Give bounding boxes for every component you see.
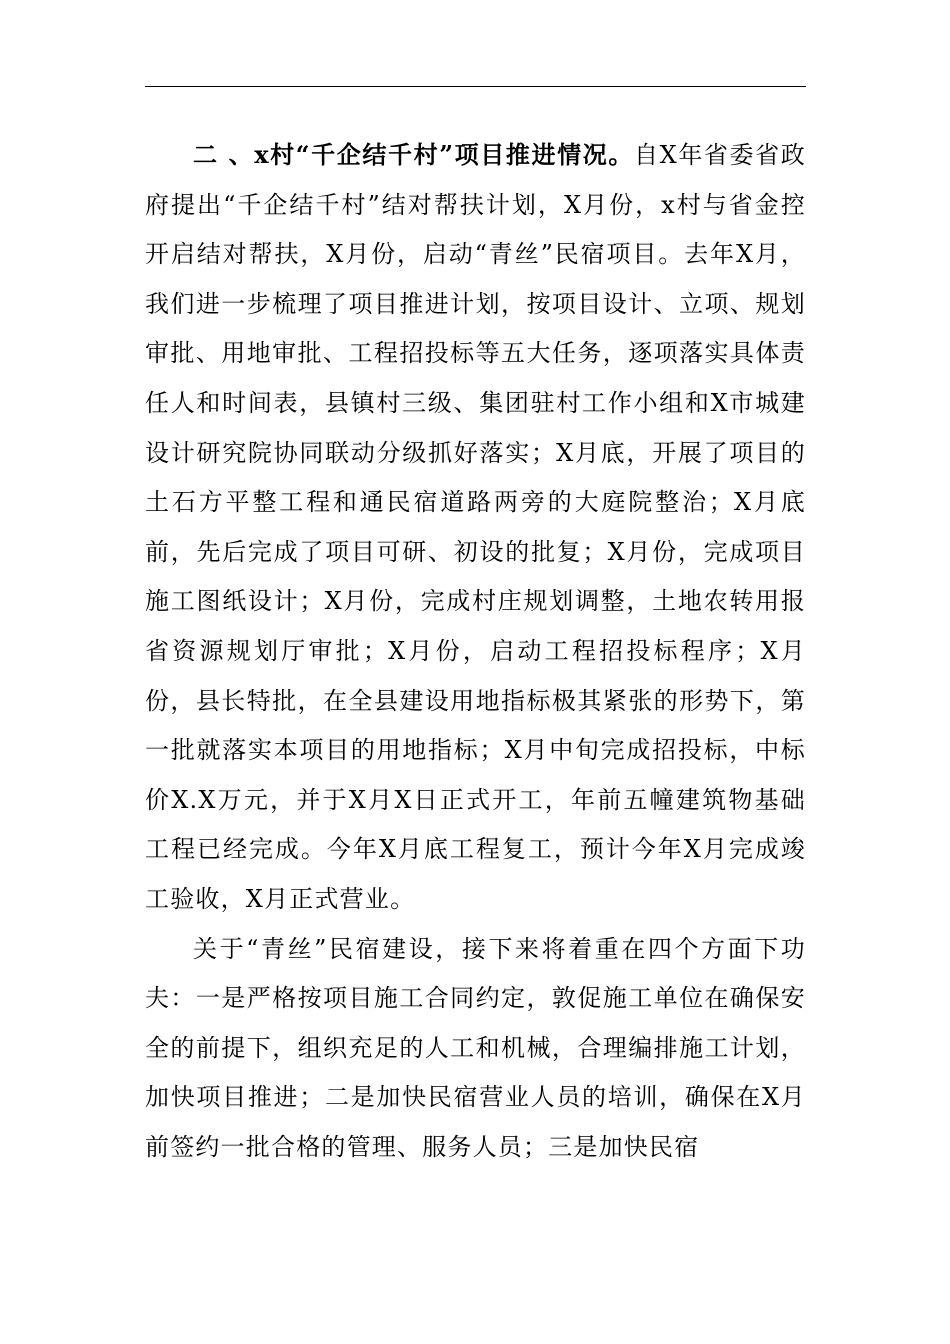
- paragraph-text: 关于“青丝”民宿建设，接下来将着重在四个方面下功夫：一是严格按项目施工合同约定，敦促施工单位在确保安全的前提下，组织充足的人工和机械，合理编排施工计划，加快项目推进；二是加快民宿营业人员的培训，确保在X月前签约一批合格的管理、服务人员；三是加快民宿: [145, 934, 806, 1161]
- paragraph-homestay-plan: [145, 925, 806, 1173]
- paragraph-project-progress: [145, 130, 806, 925]
- section-heading: 二 、x村“千企结千村”项目推进情况。: [193, 140, 634, 169]
- paragraph-text: 自X年省委省政府提出“千企结千村”结对帮扶计划，X月份，x村与省金控开启结对帮扶，X月份，启动“青丝”民宿项目。去年X月，我们进一步梳理了项目推进计划，按项目设计、立项、规划审批、用地审批、工程招投标等五大任务，逐项落实具体责任人和时间表，县镇村三级、集团驻村工作小组和X市城建设计研究院协同联动分级抓好落实；X月底，开展了项目的土石方平整工程和通民宿道路两旁的大庭院整治；X月底前，先后完成了项目可研、初设的批复；X月份，完成项目施工图纸设计；X月份，完成村庄规划调整，土地农转用报省资源规划厅审批；X月份，启动工程招投标程序；X月份，县长特批，在全县建设用地指标极其紧张的形势下，第一批就落实本项目的用地指标；X月中旬完成招投标，中标价X.X万元，并于X月X日正式开工，年前五幢建筑物基础工程已经完成。今年X月底工程复工，预计今年X月完成竣工验收，X月正式营业。: [145, 141, 806, 913]
- document-body: [145, 130, 806, 1172]
- header-rule: [145, 86, 806, 87]
